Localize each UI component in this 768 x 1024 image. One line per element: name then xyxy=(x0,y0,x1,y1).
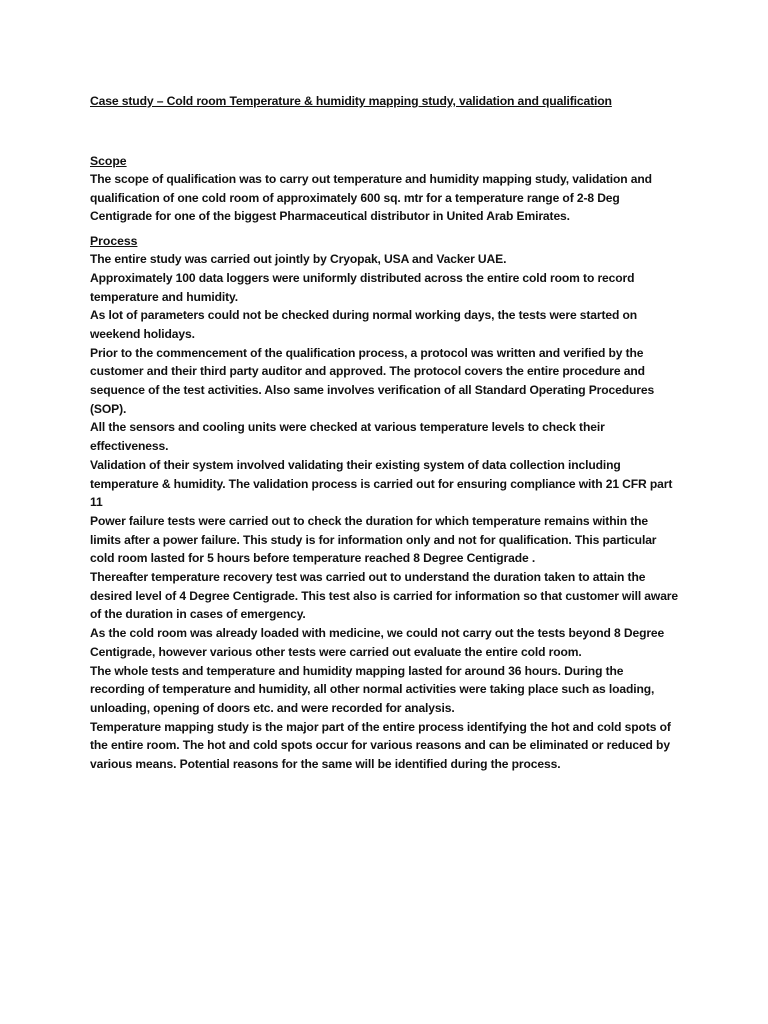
process-paragraph-5: All the sensors and cooling units were checked at various temperature levels to check their effectiveness. xyxy=(90,420,605,454)
process-paragraph-6: Validation of their system involved validating their existing system of data collection including temperature & humidity. The validation process is carried out for ensuring compliance with 21 CFR part 11 xyxy=(90,457,673,510)
process-paragraph-11: Temperature mapping study is the major part of the entire process identifying the hot and cold spots of the entire room. The hot and cold spots occur for various reasons and can be eliminated or reduced by various means. Potential reasons for the same will be identified during the process. xyxy=(90,719,671,772)
document-body xyxy=(90,92,680,774)
process-paragraph-4: Prior to the commencement of the qualification process, a protocol was written and verified by the customer and their third party auditor and approved. The protocol covers the entire procedure and sequence of the test activities. Also same involves verification of all Standard Operating Procedures (SOP). xyxy=(90,345,655,416)
document-title: Case study – Cold room Temperature & humidity mapping study, validation and qualification xyxy=(90,94,612,108)
process-heading: Process xyxy=(90,234,138,249)
process-paragraph-3: As lot of parameters could not be checked during normal working days, the tests were started on weekend holidays. xyxy=(90,308,638,341)
process-paragraph-2: Approximately 100 data loggers were uniformly distributed across the entire cold room to record temperature and humidity. xyxy=(90,270,635,304)
process-paragraph-10: The whole tests and temperature and humidity mapping lasted for around 36 hours. During the recording of temperature and humidity, all other normal activities were taking place such as loading, unloading, opening of doors etc. and were recorded for analysis. xyxy=(90,663,655,715)
process-paragraph-9: As the cold room was already loaded with medicine, we could not carry out the tests beyond 8 Degree Centigrade, however various other tests were carried out evaluate the entire cold room. xyxy=(90,626,665,659)
process-paragraph-8: Thereafter temperature recovery test was carried out to understand the duration taken to attain the desired level of 4 Degree Centigrade. This test also is carried for information so that customer will aware of the duration in cases of emergency. xyxy=(90,570,678,622)
process-paragraph-7: Power failure tests were carried out to check the duration for which temperature remains within the limits after a power failure. This study is for information only and not for qualification. This particular cold room lasted for 5 hours before temperature reached 8 Degree Centigrade . xyxy=(90,513,657,566)
process-paragraph-1: The entire study was carried out jointly by Cryopak, USA and Vacker UAE. xyxy=(90,252,507,267)
scope-heading: Scope xyxy=(90,154,127,168)
scope-paragraph: The scope of qualification was to carry out temperature and humidity mapping study, validation and qualification of one cold room of approximately 600 sq. mtr for a temperature range of 2-8 Deg Centigrade for one of the biggest Pharmaceutical distributor in United Arab Emirates. xyxy=(90,172,652,224)
